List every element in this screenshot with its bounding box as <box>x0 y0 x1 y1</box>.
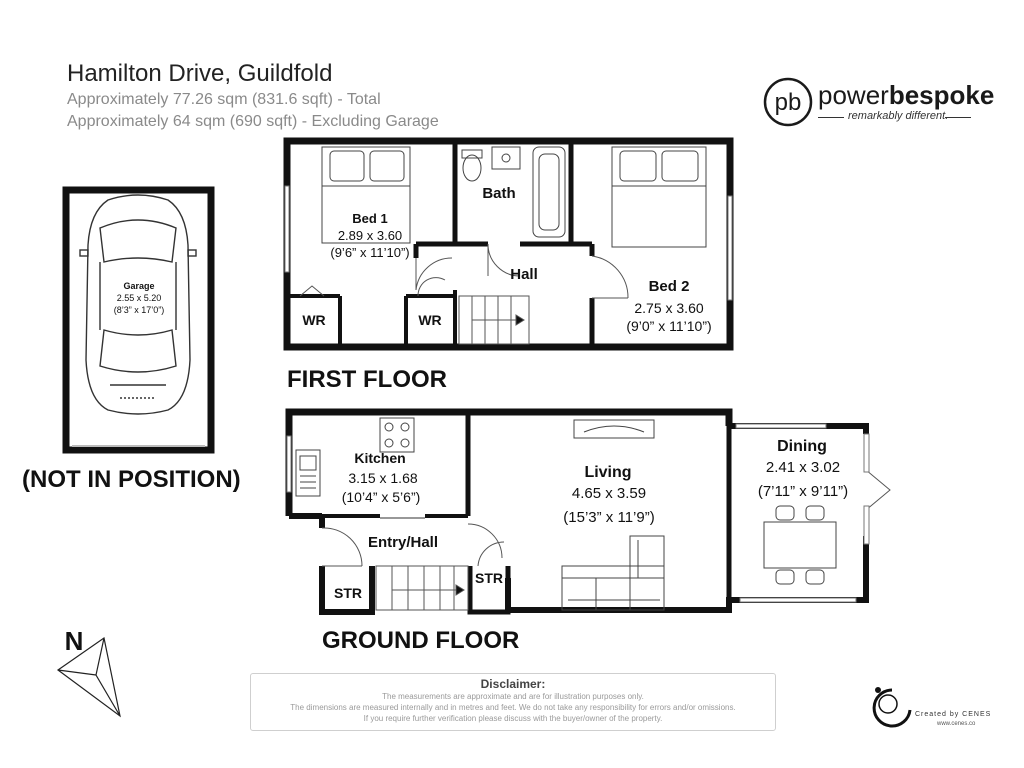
dining-table-icon <box>764 506 836 584</box>
living-imperial: (15’3” x 11’9”) <box>563 509 655 526</box>
area-excluding-garage: Approximately 64 sqm (690 sqft) - Excluding Garage <box>67 113 439 130</box>
entry-hall-name: Entry/Hall <box>367 534 439 551</box>
cenes-logo <box>874 687 910 726</box>
bed1-imperial: (9’6” x 11’10”) <box>330 245 410 260</box>
compass-letter: N <box>64 626 84 656</box>
wr2-label: WR <box>418 312 442 328</box>
bed1-name: Bed 1 <box>352 211 388 226</box>
bed2-metric: 2.75 x 3.60 <box>634 300 704 316</box>
north-compass-icon <box>58 626 120 716</box>
brand-word-bold: bespoke <box>888 80 995 110</box>
monogram-text: pb <box>774 89 802 116</box>
disclaimer-heading: Disclaimer: <box>480 677 546 691</box>
garage-position-note: (NOT IN POSITION) <box>22 466 241 493</box>
disclaimer-line-3: If you require further verification please discuss with the buyer/owner of the property. <box>363 714 663 723</box>
tv-icon <box>574 420 654 438</box>
property-title: Hamilton Drive, Guildfold <box>67 60 333 87</box>
bed1-metric: 2.89 x 3.60 <box>337 228 403 243</box>
hall-name: Hall <box>510 266 538 283</box>
area-total: Approximately 77.26 sqm (831.6 sqft) - Total <box>67 91 381 108</box>
bath-name: Bath <box>482 185 516 202</box>
garage-imperial: (8’3” x 17’0”) <box>113 305 165 315</box>
ground-floor-heading: GROUND FLOOR <box>322 627 520 654</box>
dining-metric: 2.41 x 3.02 <box>765 459 841 476</box>
first-floor-plan <box>285 141 732 347</box>
garage-metric: 2.55 x 5.20 <box>116 293 162 303</box>
disclaimer-box <box>250 673 776 731</box>
ground-floor-plan <box>287 412 890 612</box>
str2-label: STR <box>475 570 503 586</box>
disclaimer-line-1: The measurements are approximate and are for illustration purposes only. <box>382 692 644 701</box>
str1-label: STR <box>334 585 362 601</box>
bed2-imperial: (9’0” x 11’10”) <box>626 318 712 334</box>
kitchen-metric: 3.15 x 1.68 <box>348 470 418 486</box>
kitchen-name: Kitchen <box>354 450 406 466</box>
living-name: Living <box>584 464 632 481</box>
sofa-icon <box>562 536 664 610</box>
garage-name: Garage <box>123 281 155 291</box>
brand-tagline: remarkably different. <box>848 110 949 122</box>
living-metric: 4.65 x 3.59 <box>571 485 647 502</box>
brand-word-light: power <box>818 80 889 110</box>
kitchen-imperial: (10’4” x 5’6”) <box>341 489 421 505</box>
dining-imperial: (7’11” x 9’11”) <box>757 483 849 500</box>
disclaimer-line-2: The dimensions are measured internally and in metres and feet. We do not take any responsibility for errors and/or omissions. <box>290 703 736 712</box>
credit-text: Created by CENES <box>915 711 992 718</box>
credit-url[interactable]: www.cenes.co <box>937 721 976 727</box>
garage-plan <box>66 190 211 450</box>
ground-floor-stairs <box>376 566 468 610</box>
first-floor-heading: FIRST FLOOR <box>287 366 447 393</box>
bed2-name: Bed 2 <box>648 278 690 295</box>
dining-name: Dining <box>777 438 827 455</box>
wr1-label: WR <box>302 312 326 328</box>
